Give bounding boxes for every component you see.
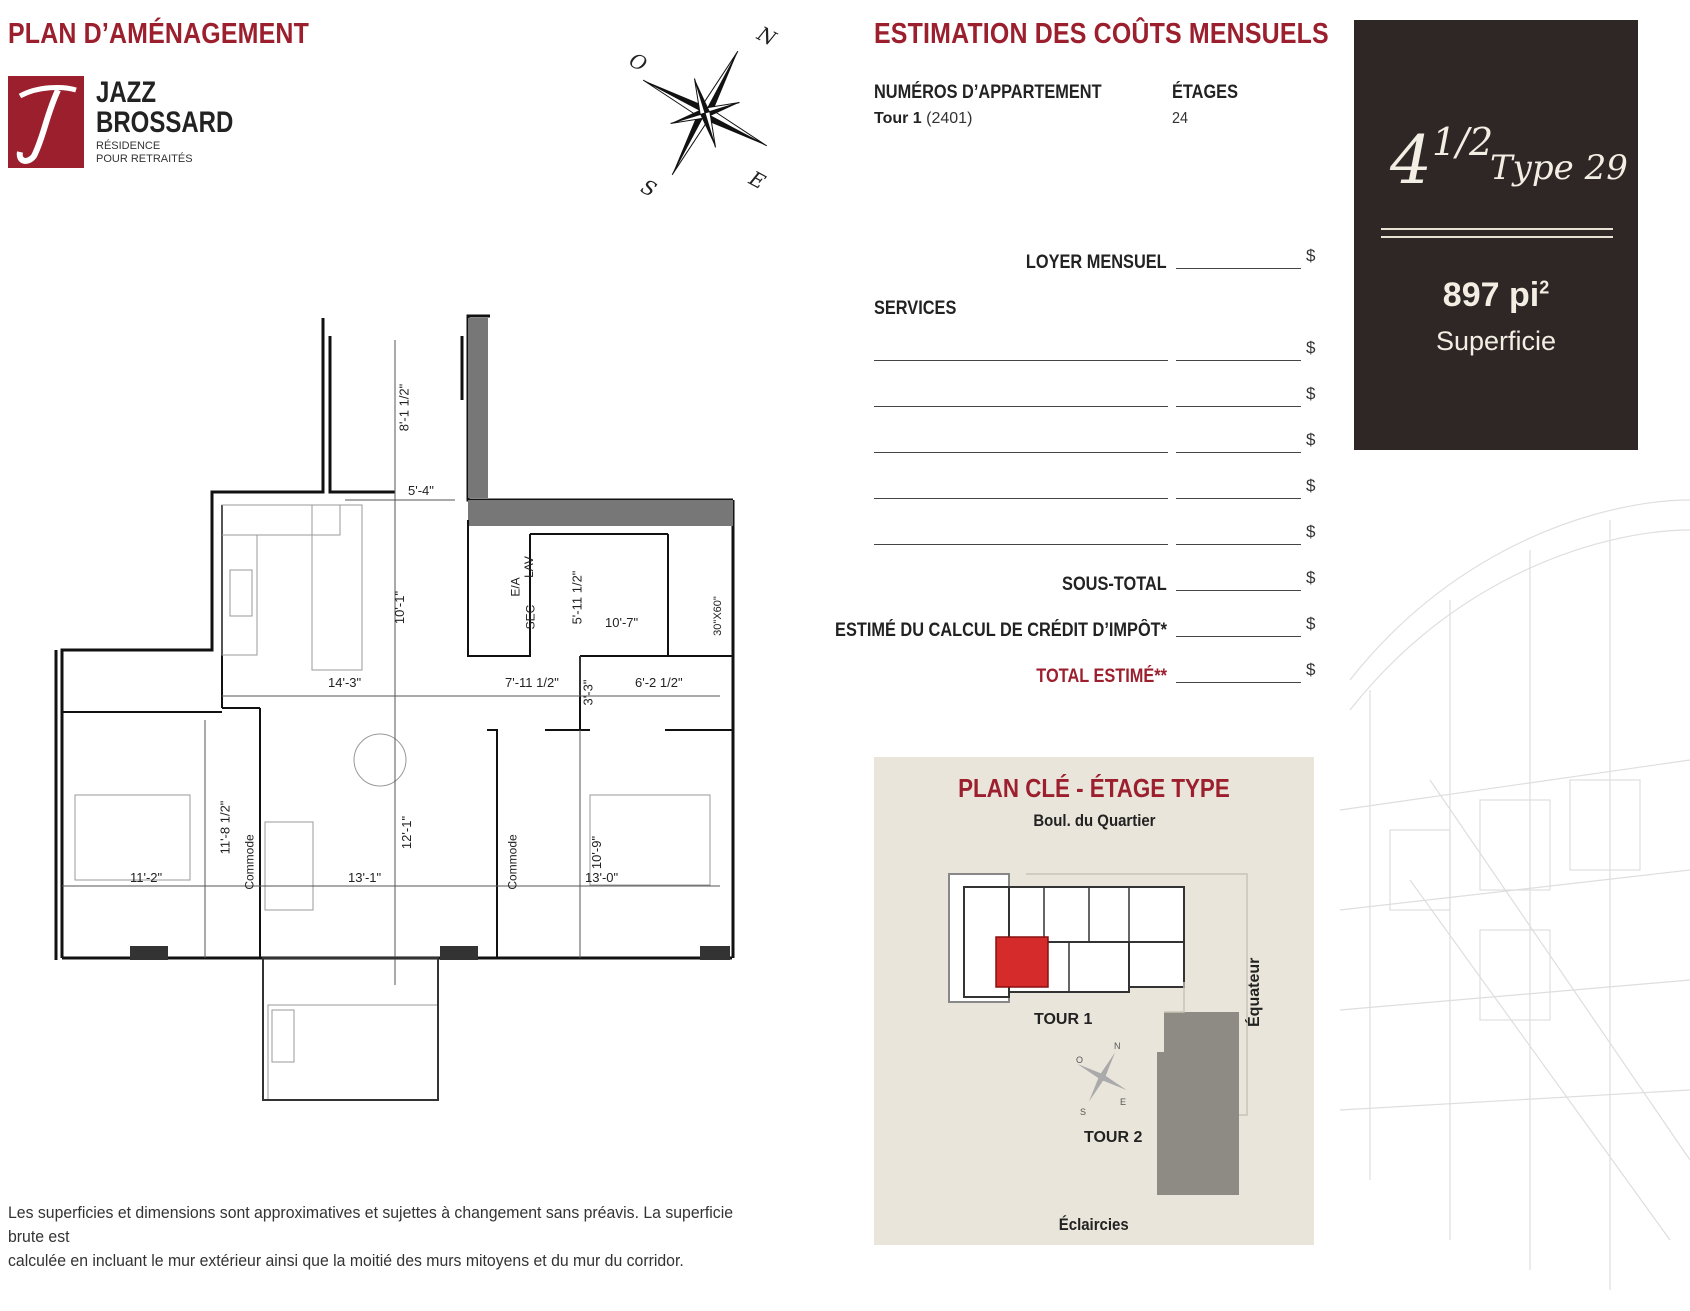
- service-amount-field[interactable]: [1176, 406, 1301, 407]
- currency-symbol: $: [1306, 568, 1316, 587]
- dim-label: 5'-11 1/2": [569, 570, 585, 625]
- key-plan-title: PLAN CLÉ - ÉTAGE TYPE: [958, 773, 1230, 803]
- dim-label: 10'-9": [589, 835, 605, 870]
- service-amount-field[interactable]: [1176, 452, 1301, 453]
- rent-label: LOYER MENSUEL: [1026, 252, 1167, 273]
- dim-label: 6'-2 1/2": [635, 675, 683, 690]
- street-bottom: Éclaircies: [1059, 1215, 1129, 1234]
- dim-label: 12'-1": [399, 815, 415, 850]
- dim-label: 14'-3": [328, 675, 362, 690]
- disclaimer-line-2: calculée en incluant le mur extérieur ainsi que la moitié des murs mitoyens et du mur du corridor.: [8, 1251, 684, 1270]
- key-compass-s: S: [1080, 1107, 1087, 1117]
- dim-label: 10'-7": [605, 615, 639, 630]
- key-compass-o: O: [1076, 1055, 1084, 1065]
- plan-title: PLAN D’AMÉNAGEMENT: [8, 18, 309, 50]
- floor-plan: [40, 310, 740, 1110]
- compass-e: E: [745, 165, 770, 195]
- shower-label: 30"X60": [711, 596, 724, 636]
- services-label: SERVICES: [874, 298, 957, 319]
- logo-sub-1: RÉSIDENCE: [96, 140, 161, 152]
- currency-symbol: $: [1306, 430, 1316, 449]
- service-name-field[interactable]: [874, 360, 1168, 361]
- logo-mark: [8, 76, 84, 168]
- dim-label: 5'-4": [408, 483, 434, 498]
- key-plan: [874, 757, 1314, 1245]
- building-sketch: [1310, 480, 1690, 1306]
- unit-type: Type 29: [1490, 148, 1628, 188]
- subtotal-amount-field[interactable]: [1176, 590, 1301, 591]
- service-name-field[interactable]: [874, 452, 1168, 453]
- compass-rose-icon: [625, 18, 781, 202]
- key-compass-n: N: [1114, 1041, 1121, 1051]
- service-name-field[interactable]: [874, 406, 1168, 407]
- dim-label: 8'-1 1/2": [396, 383, 412, 432]
- tower-1-label: TOUR 1: [1034, 1011, 1093, 1028]
- compass-o: O: [625, 47, 652, 77]
- dim-label: 3'-3": [580, 679, 596, 706]
- dim-label: 13'-0": [585, 870, 619, 885]
- subtotal-label: SOUS-TOTAL: [1062, 574, 1167, 595]
- dim-label: 7'-11 1/2": [505, 675, 559, 690]
- unit-area-label: Superficie: [1435, 326, 1557, 356]
- apt-value: Tour 1 (2401): [874, 110, 973, 127]
- logo-text-brossard: BROSSARD: [96, 106, 234, 139]
- service-amount-field[interactable]: [1176, 360, 1301, 361]
- currency-symbol: $: [1306, 476, 1316, 495]
- street-top: Boul. du Quartier: [1032, 811, 1156, 830]
- logo-sub-2: POUR RETRAITÉS: [96, 153, 193, 165]
- key-compass-e: E: [1120, 1097, 1127, 1107]
- total-label: TOTAL ESTIMÉ**: [1036, 666, 1167, 687]
- service-amount-field[interactable]: [1176, 498, 1301, 499]
- unit-panel: [1354, 20, 1638, 450]
- floors-value: 24: [1172, 110, 1189, 127]
- dim-label: 11'-2": [130, 870, 163, 885]
- currency-symbol: $: [1306, 384, 1316, 403]
- compass-n: N: [753, 21, 781, 51]
- lav-label: LAV: [521, 556, 536, 578]
- currency-symbol: $: [1306, 522, 1316, 541]
- total-amount-field[interactable]: [1176, 682, 1301, 683]
- tower-2-label: TOUR 2: [1084, 1129, 1143, 1146]
- dim-label: 11'-8 1/2": [217, 800, 233, 855]
- compass-s: S: [637, 174, 661, 202]
- logo-text-jazz: JAZZ: [96, 76, 156, 109]
- tax-credit-label: ESTIMÉ DU CALCUL DE CRÉDIT D’IMPÔT*: [835, 620, 1167, 641]
- commode-label: Commode: [242, 834, 257, 890]
- apt-label: NUMÉROS D’APPARTEMENT: [874, 82, 1102, 103]
- sec-label: SEC: [523, 604, 538, 630]
- ea-label: E/A: [508, 577, 523, 597]
- currency-symbol: $: [1306, 246, 1316, 265]
- currency-symbol: $: [1306, 660, 1316, 679]
- service-name-field[interactable]: [874, 544, 1168, 545]
- commode-label: Commode: [505, 834, 520, 890]
- floors-label: ÉTAGES: [1172, 82, 1238, 103]
- costs-title: ESTIMATION DES COÛTS MENSUELS: [874, 18, 1329, 50]
- unit-area: 897 $pi^2$: [1442, 276, 1550, 314]
- unit-size: 41/2: [1390, 120, 1494, 199]
- divider: [1381, 228, 1613, 230]
- disclaimer: [8, 1201, 733, 1273]
- service-amount-field[interactable]: [1176, 544, 1301, 545]
- rent-amount-field[interactable]: [1176, 268, 1301, 269]
- disclaimer-line-1: Les superficies et dimensions sont approximatives et sujettes à changement sans préavis. La superficie brute est: [8, 1203, 734, 1246]
- tax-credit-amount-field[interactable]: [1176, 636, 1301, 637]
- currency-symbol: $: [1306, 614, 1316, 633]
- street-right: Équateur: [1246, 957, 1263, 1027]
- service-name-field[interactable]: [874, 498, 1168, 499]
- dim-label: 13'-1": [348, 870, 382, 885]
- dim-label: 10'-1": [392, 590, 408, 625]
- divider: [1381, 236, 1613, 238]
- currency-symbol: $: [1306, 338, 1316, 357]
